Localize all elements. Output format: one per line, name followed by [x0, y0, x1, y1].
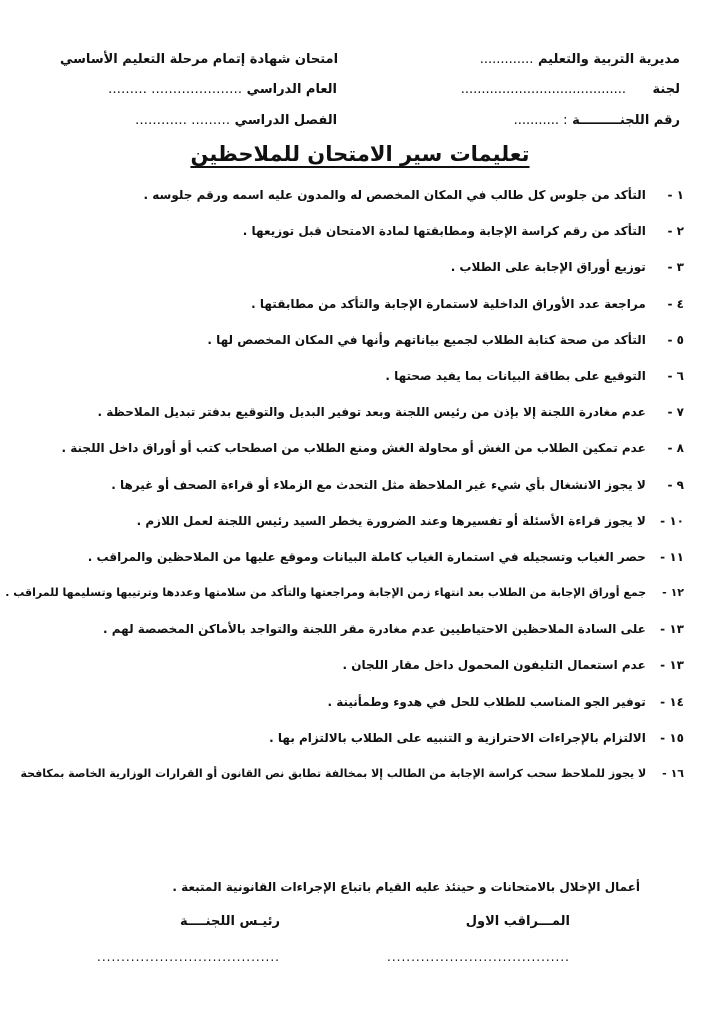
item-text: التأكد من رقم كراسة الإجابة ومطابقتها لمادة الامتحان قبل توزيعها .: [242, 224, 646, 239]
list-item: [30, 331, 684, 367]
first-observer-signature-line: ......................................: [387, 950, 570, 964]
list-item: [5, 584, 684, 620]
committee-label: لجنة: [652, 82, 680, 97]
item-number: ١٤ -: [660, 694, 684, 709]
semester-dots: ……… …………: [135, 113, 231, 128]
page-title: تعليمات سير الامتحان للملاحظين: [190, 142, 530, 166]
item-text: مراجعة عدد الأوراق الداخلية لاستمارة الإجابة والتأكد من مطابقتها .: [251, 296, 646, 311]
item-number: ٢ -: [667, 224, 684, 239]
header-row-3: [40, 113, 680, 139]
committee-dots: ........................................: [460, 82, 627, 97]
item-number: ١٠ -: [660, 513, 684, 528]
item-number: ٤ -: [667, 296, 684, 311]
committee-number-field: [514, 113, 680, 128]
item-text: لا يجوز الانشغال بأي شيء غير الملاحظة مثل التحدث مع الزملاء أو قراءة الصحف أو غيرها .: [111, 477, 646, 492]
list-item: [30, 186, 684, 222]
list-item: [30, 693, 684, 729]
item-number: ٣ -: [667, 260, 684, 275]
list-item: [30, 620, 684, 656]
list-item: [30, 656, 684, 692]
academic-year-field: [108, 82, 337, 97]
committee-number-label: رقم اللجنـــــــــة: [572, 113, 680, 128]
list-item: [30, 367, 684, 403]
semester-label: الفصل الدراسي: [234, 113, 338, 128]
item-text: عدم مغادرة اللجنة إلا بإذن من رئيس اللجنة وبعد توفير البديل والتوقيع بدفتر تبديل الملاحظة .: [97, 405, 646, 420]
item-16-continuation: أعمال الإخلال بالامتحانات و حينئذ عليه القيام باتباع الإجراءات القانونية المتبعة .: [172, 880, 640, 894]
item-text: الالتزام بالإجراءات الاحترازية و التنبيه على الطلاب بالالتزام بها .: [269, 730, 646, 745]
item-text: التوقيع على بطاقة البيانات بما يفيد صحتها .: [385, 368, 646, 383]
list-item: [20, 765, 684, 801]
committee-number-dots: : ...........: [513, 113, 568, 128]
item-number: ٧ -: [667, 405, 684, 420]
item-number: ١٣ -: [660, 622, 684, 637]
first-observer-label: المـــراقب الاول: [465, 914, 570, 929]
item-number: ١٢ -: [662, 586, 684, 600]
committee-head-label: رئيـس اللجنــــة: [180, 914, 280, 929]
item-text: لا يجوز قراءة الأسئلة أو تفسيرها وعند الضرورة يخطر السيد رئيس اللجنة لعمل اللازم .: [136, 513, 646, 528]
item-number: ٨ -: [667, 441, 684, 456]
academic-year-dots: ………………… ………: [108, 82, 243, 97]
directorate-label: مديرية التربية والتعليم: [537, 52, 680, 67]
item-text: لا يجوز للملاحظ سحب كراسة الإجابة من الطالب إلا بمخالفة تطابق نص القانون أو القرارات الوزارية الخاصة بمكافحة: [20, 767, 647, 780]
semester-field: [135, 113, 337, 128]
list-item: [30, 403, 684, 439]
item-text: توزيع أوراق الإجابة على الطلاب .: [450, 260, 646, 275]
list-item: [30, 258, 684, 294]
list-item: [30, 548, 684, 584]
item-text: التأكد من جلوس كل طالب في المكان المخصص له والمدون عليه اسمه ورقم جلوسه .: [143, 188, 646, 202]
item-number: ٥ -: [667, 332, 684, 347]
signature-row: [0, 914, 720, 938]
item-text: جمع أوراق الإجابة من الطلاب بعد انتهاء زمن الإجابة ومراجعتها والتأكد من سلامتها وعددها وترتيبها وتسليمها للمراقب .: [5, 586, 647, 600]
item-text: عدم تمكين الطلاب من الغش أو محاولة الغش ومنع الطلاب من اصطحاب كتب أو أوراق داخل اللجنة .: [61, 441, 646, 456]
directorate-dots: .............: [479, 52, 534, 67]
header-row-1: [40, 52, 680, 78]
committee-head-signature-line: ......................................: [97, 950, 280, 964]
list-item: [30, 476, 684, 512]
item-text: على السادة الملاحظين الاحتياطيين عدم مغادرة مقر اللجنة والتواجد بالأماكن المخصصة لهم .: [103, 622, 646, 637]
committee-field: [461, 82, 680, 97]
list-item: [30, 512, 684, 548]
item-number: ١٦ -: [662, 767, 684, 780]
list-item: [30, 295, 684, 331]
list-item: [30, 439, 684, 475]
item-text: عدم استعمال التليفون المحمول داخل مقار اللجان .: [342, 658, 646, 673]
header-row-2: [40, 82, 680, 108]
academic-year-label: العام الدراسي: [246, 82, 338, 97]
item-number: ١٣ -: [660, 658, 684, 673]
item-text: التأكد من صحة كتابة الطلاب لجميع بياناتهم وأنها في المكان المخصص لها .: [207, 332, 646, 347]
item-text: حصر الغياب وتسجيله في استمارة الغياب كاملة البيانات وموقع عليها من الملاحظين والمراقب .: [87, 549, 646, 564]
list-item: [30, 222, 684, 258]
item-number: ٦ -: [667, 368, 684, 383]
directorate-field: [480, 52, 680, 67]
item-number: ١ -: [667, 188, 684, 202]
item-number: ١٥ -: [660, 730, 684, 745]
item-number: ١١ -: [660, 549, 684, 564]
exam-title: امتحان شهادة إتمام مرحلة التعليم الأساسي: [60, 52, 339, 67]
item-number: ٩ -: [667, 477, 684, 492]
item-text: توفير الجو المناسب للطلاب للحل في هدوء وطمأنينة .: [327, 694, 646, 709]
instructions-list: [5, 186, 684, 801]
list-item: [30, 729, 684, 765]
